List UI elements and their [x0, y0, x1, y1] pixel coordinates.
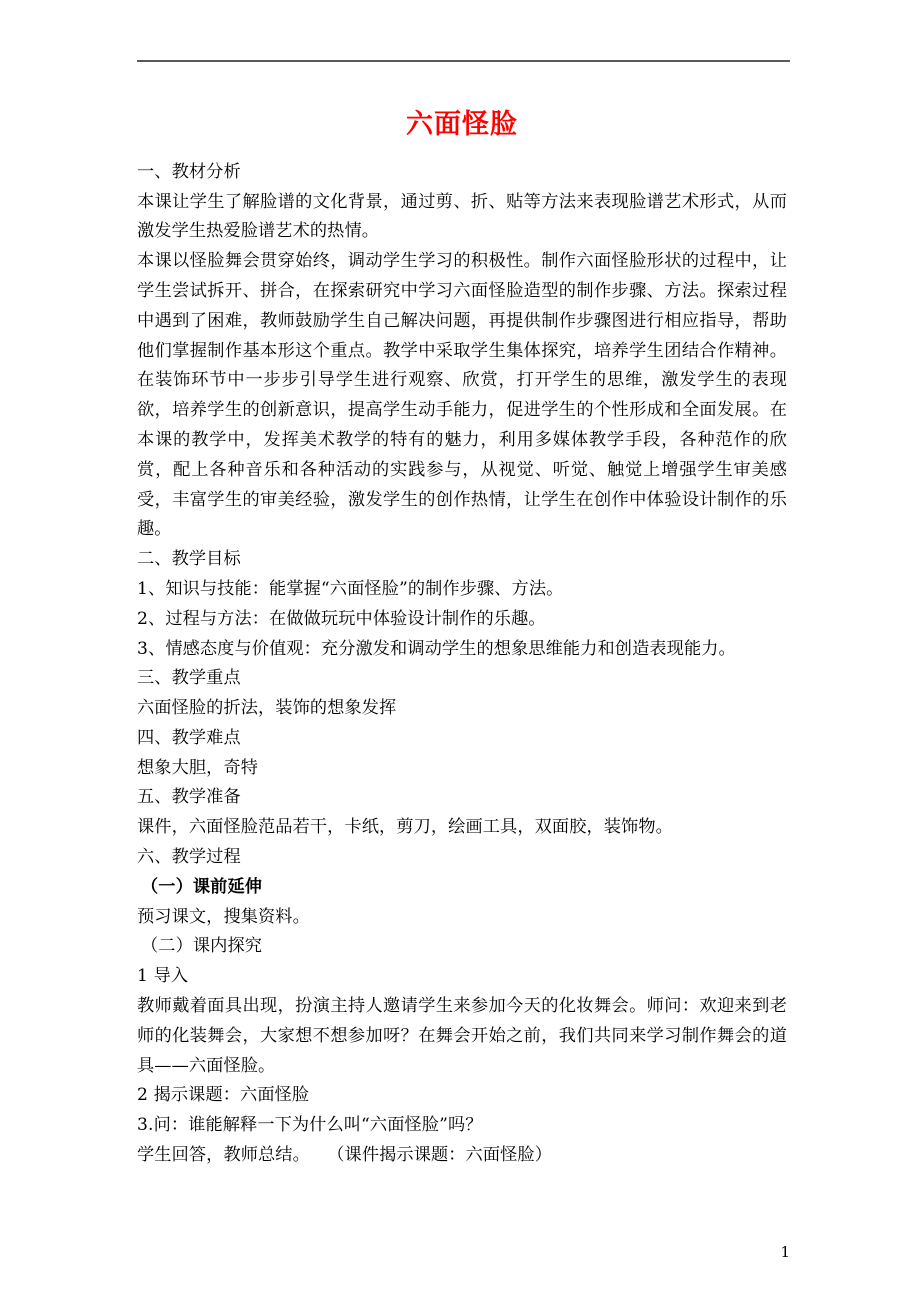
paragraph: 四、教学难点	[137, 727, 241, 748]
header-divider	[137, 60, 790, 62]
paragraph: 1 导入	[137, 966, 189, 987]
paragraph: 五、教学准备	[137, 787, 241, 808]
paragraph: 教师戴着面具出现，扮演主持人邀请学生来参加今天的化妆舞会。师问：欢迎来到老师的化装舞会，大家想不想参加呀？在舞会开始之前，我们共同来学习制作舞会的道具——六面怪脸。	[137, 996, 787, 1076]
paragraph: 3、情感态度与价值观：充分激发和调动学生的想象思维能力和创造表现能力。	[137, 638, 736, 659]
paragraph: 本课让学生了解脸谱的文化背景，通过剪、折、贴等方法来表现脸谱艺术形式，从而激发学生热爱脸谱艺术的热情。	[137, 191, 787, 242]
document-body	[137, 108, 787, 1171]
body-paragraph-list	[137, 158, 787, 1171]
paragraph: 学生回答，教师总结。 （课件揭示课题：六面怪脸）	[137, 1145, 552, 1166]
page-number: 1	[780, 1243, 790, 1261]
paragraph: 本课以怪脸舞会贯穿始终，调动学生学习的积极性。制作六面怪脸形状的过程中，让学生尝试拆开、拼合，在探索研究中学习六面怪脸造型的制作步骤、方法。探索过程中遇到了困难，教师鼓励学生自己解决问题，再提供制作步骤图进行相应指导，帮助他们掌握制作基本形这个重点。教学中采取学生集体探究，培养学生团结合作精神。在装饰环节中一步步引导学生进行观察、欣赏，打开学生的思维，激发学生的表现欲，培养学生的创新意识，提高学生动手能力，促进学生的个性形成和全面发展。在本课的教学中，发挥美术教学的特有的魅力，利用多媒体教学手段，各种范作的欣赏，配上各种音乐和各种活动的实践参与，从视觉、听觉、触觉上增强学生审美感受，丰富学生的审美经验，激发学生的创作热情，让学生在创作中体验设计制作的乐趣。	[137, 251, 787, 540]
paragraph: 六面怪脸的折法，装饰的想象发挥	[137, 698, 397, 719]
paragraph: 3.问：谁能解释一下为什么叫“六面怪脸”吗？	[137, 1115, 483, 1136]
paragraph: 2、过程与方法：在做做玩玩中体验设计制作的乐趣。	[137, 608, 546, 629]
paragraph: 想象大胆，奇特	[137, 757, 259, 778]
paragraph: 2 揭示课题：六面怪脸	[137, 1085, 310, 1106]
paragraph: 二、教学目标	[137, 549, 241, 570]
paragraph: （一）课前延伸	[141, 876, 263, 897]
paragraph: （二）课内探究	[141, 936, 263, 957]
paragraph: 六、教学过程	[137, 847, 241, 868]
paragraph: 课件，六面怪脸范品若干，卡纸，剪刀，绘画工具，双面胶，装饰物。	[137, 817, 673, 838]
page-title: 六面怪脸	[406, 109, 518, 140]
paragraph: 1、知识与技能：能掌握“六面怪脸”的制作步骤、方法。	[137, 578, 564, 599]
paragraph: 预习课文，搜集资料。	[137, 906, 310, 927]
paragraph: 一、教材分析	[137, 161, 241, 182]
paragraph: 三、教学重点	[137, 668, 241, 689]
